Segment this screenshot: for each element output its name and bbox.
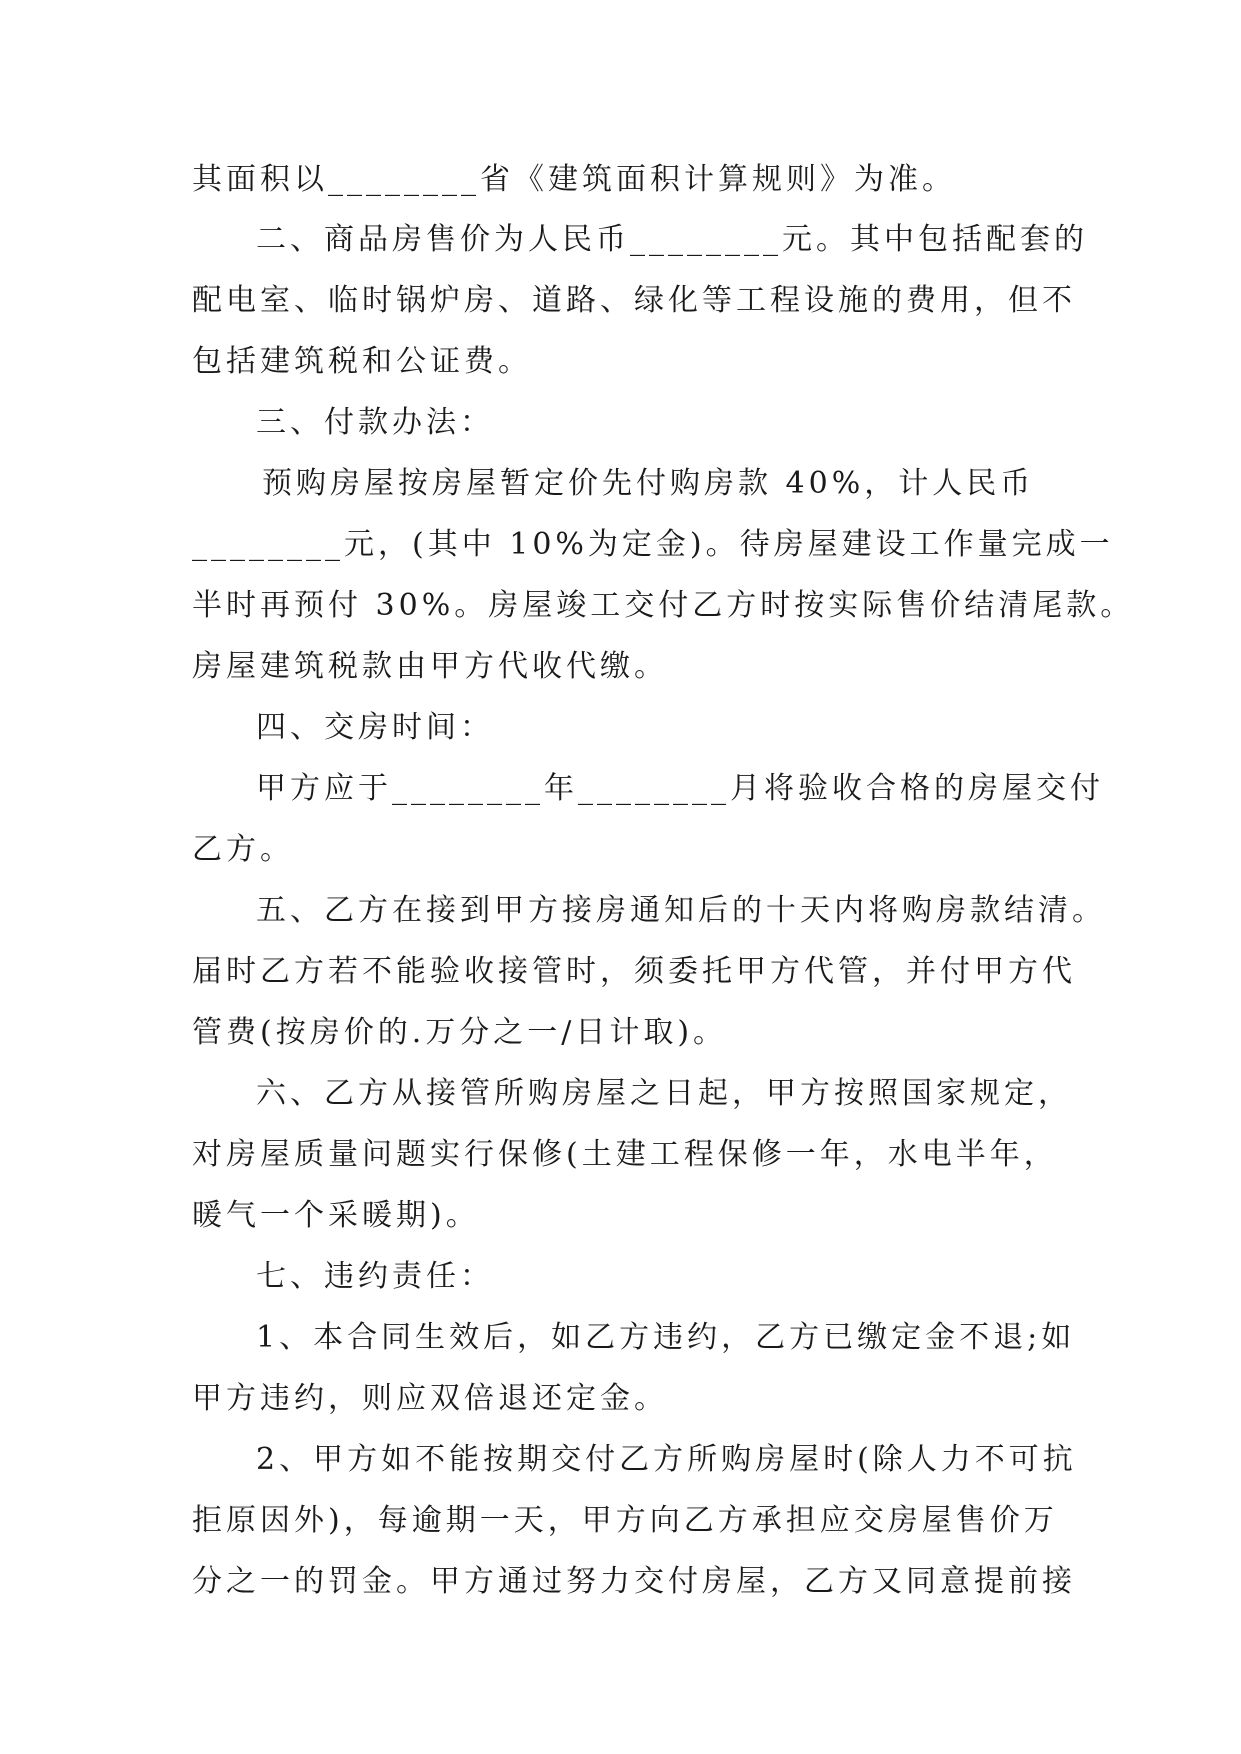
text-line: 配电室、临时锅炉房、道路、绿化等工程设施的费用，但不 <box>192 283 1076 318</box>
text-line: 房屋建筑税款由甲方代收代缴。 <box>192 649 668 684</box>
text-line: 二、商品房售价为人民币________元。其中包括配套的 <box>256 222 1088 257</box>
text-line: 甲方违约，则应双倍退还定金。 <box>192 1381 668 1416</box>
section-heading: 七、违约责任： <box>256 1259 494 1294</box>
text-line: 甲方应于________年________月将验收合格的房屋交付 <box>256 771 1104 806</box>
text-line: 包括建筑税和公证费。 <box>192 344 532 379</box>
text-line: 2、甲方如不能按期交付乙方所购房屋时(除人力不可抗 <box>256 1442 1077 1477</box>
text-line: 管费(按房价的.万分之一/日计取)。 <box>192 1015 728 1050</box>
text-line: 五、乙方在接到甲方接房通知后的十天内将购房款结清。 <box>256 893 1106 928</box>
section-heading: 四、交房时间： <box>256 710 494 745</box>
text-line: 六、乙方从接管所购房屋之日起，甲方按照国家规定， <box>256 1076 1072 1111</box>
text-line: 半时再预付 30%。房屋竣工交付乙方时按实际售价结清尾款。 <box>192 588 1135 623</box>
text-line: 1、本合同生效后，如乙方违约，乙方已缴定金不退;如 <box>256 1320 1076 1355</box>
text-line: 其面积以________省《建筑面积计算规则》为准。 <box>192 162 956 197</box>
text-line: 暖气一个采暖期)。 <box>192 1198 480 1233</box>
text-line: 届时乙方若不能验收接管时，须委托甲方代管，并付甲方代 <box>192 954 1076 989</box>
text-line: ________元，(其中 10%为定金)。待房屋建设工作量完成一 <box>192 527 1114 562</box>
text-line: 对房屋质量问题实行保修(土建工程保修一年，水电半年， <box>192 1137 1058 1172</box>
text-line: 拒原因外)，每逾期一天，甲方向乙方承担应交房屋售价万 <box>192 1503 1058 1538</box>
text-line: 乙方。 <box>192 832 294 867</box>
text-line: 分之一的罚金。甲方通过努力交付房屋，乙方又同意提前接 <box>192 1564 1076 1599</box>
text-line: 预购房屋按房屋暂定价先付购房款 40%，计人民币 <box>262 466 1035 501</box>
section-heading: 三、付款办法： <box>256 405 494 440</box>
